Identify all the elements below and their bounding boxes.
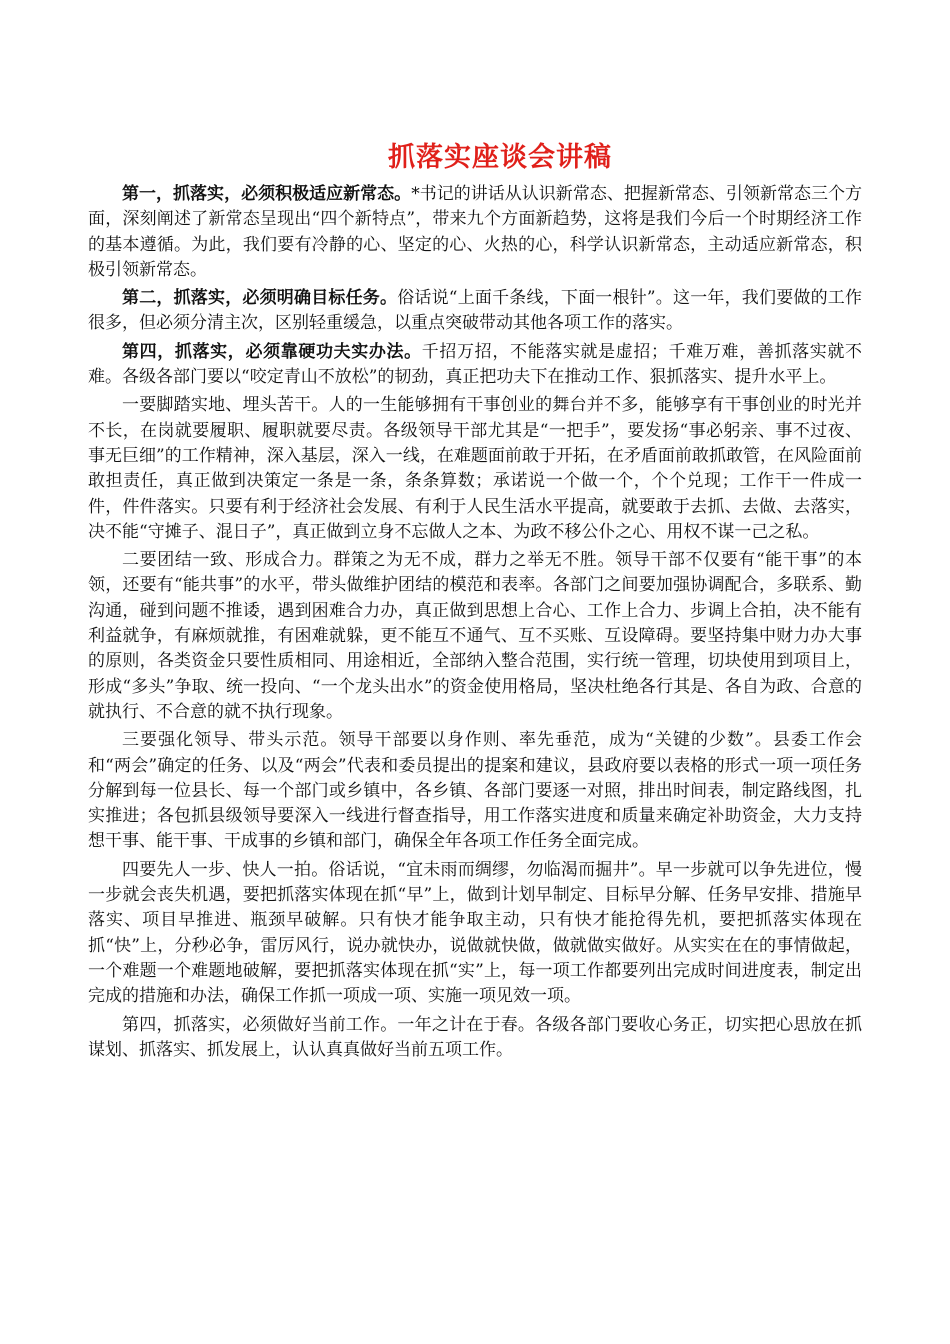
paragraph-6: [88, 728, 862, 854]
paragraph-text: 俗话说“上面千条线，下面一根针”。这一年，我们要做的工作很多，但必须分清主次，区别轻重缓急，以重点突破带动其他各项工作的落实。: [88, 288, 862, 334]
paragraph-lead: 第四，抓落实，必须靠硬功夫实办法。: [122, 341, 422, 362]
paragraph-text: 三要强化领导、带头示范。领导干部要以身作则、率先垂范，成为“关键的少数”。县委工作会和“两会”确定的任务、以及“两会”代表和委员提出的提案和建议，县政府要以表格的形式一项一项任务分解到每一位县长、每一个部门或乡镇中，各乡镇、各部门要逐一对照，排出时间表，制定路线图，扎实推进；各包抓县级领导要深入一线进行督查指导，用工作落实进度和质量来确定补助资金，大力支持想干事、能干事、干成事的乡镇和部门，确保全年各项工作任务全面完成。: [88, 730, 862, 852]
paragraph-text: 四要先人一步、快人一拍。俗话说，“宜未雨而绸缪，勿临渴而掘井”。早一步就可以争先进位，慢一步就会丧失机遇，要把抓落实体现在抓“早”上，做到计划早制定、目标早分解、任务早安排、措施早落实、项目早推进、瓶颈早破解。只有快才能争取主动，只有快才能抢得先机，要把抓落实体现在抓“快”上，分秒必争，雷厉风行，说办就快办，说做就快做，做就做实做好。从实实在在的事情做起，一个难题一个难题地破解，要把抓落实体现在抓“实”上，每一项工作都要列出完成时间进度表，制定出完成的措施和办法，确保工作抓一项成一项、实施一项见效一项。: [88, 859, 862, 1007]
paragraph-2: [88, 286, 862, 337]
paragraph-text: *书记的讲话从认识新常态、把握新常态、引领新常态三个方面，深刻阐述了新常态呈现出“四个新特点”，带来九个方面新趋势，这将是我们今后一个时期经济工作的基本遵循。为此，我们要有冷静的心、坚定的心、火热的心，科学认识新常态，主动适应新常态，积极引领新常态。: [88, 184, 863, 280]
paragraph-text: 第四，抓落实，必须做好当前工作。一年之计在于春。各级各部门要收心务正，切实把心思放在抓谋划、抓落实、抓发展上，认认真真做好当前五项工作。: [88, 1014, 862, 1060]
paragraph-text: 一要脚踏实地、埋头苦干。人的一生能够拥有干事创业的舞台并不多，能够享有干事创业的时光并不长，在岗就要履职、履职就要尽责。各级领导干部尤其是“一把手”，要发扬“事必躬亲、事不过夜、事无巨细”的工作精神，深入基层，深入一线，在难题面前敢于开拓，在矛盾面前敢抓敢管，在风险面前敢担责任，真正做到决策定一条是一条，条条算数；承诺说一个做一个，个个兑现；工作干一件成一件，件件落实。只要有利于经济社会发展、有利于人民生活水平提高，就要敢于去抓、去做、去落实，决不能“守摊子、混日子”，真正做到立身不忘做人之本、为政不移公仆之心、用权不谋一己之私。: [88, 395, 862, 542]
paragraph-7: [88, 858, 862, 1010]
paragraph-5: [88, 548, 862, 725]
paragraph-8: [88, 1013, 862, 1064]
paragraph-lead: 第一，抓落实，必须积极适应新常态。: [122, 184, 412, 204]
document-body: [88, 182, 862, 1066]
paragraph-3: [88, 340, 862, 391]
document-title: 抓落实座谈会讲稿: [388, 142, 612, 173]
paragraph-4: [88, 393, 862, 545]
paragraph-1: [88, 182, 862, 283]
paragraph-lead: 第二，抓落实，必须明确目标任务。: [122, 288, 398, 309]
paragraph-text: 二要团结一致、形成合力。群策之为无不成，群力之举无不胜。领导干部不仅要有“能干事”的本领，还要有“能共事”的水平，带头做维护团结的模范和表率。各部门之间要加强协调配合，多联系、勤沟通，碰到问题不推诿，遇到困难合力办，真正做到思想上合心、工作上合力、步调上合拍，决不能有利益就争，有麻烦就推，有困难就躲，更不能互不通气、互不买账、互设障碍。要坚持集中财力办大事的原则，各类资金只要性质相同、用途相近，全部纳入整合范围，实行统一管理，切块使用到项目上，形成“多头”争取、统一投向、“一个龙头出水”的资金使用格局，坚决杜绝各行其是、各自为政、合意的就执行、不合意的就不执行现象。: [88, 550, 862, 722]
paragraph-text: 千招万招，不能落实就是虚招；千难万难，善抓落实就不难。各级各部门要以“咬定青山不放松”的韧劲，真正把功夫下在推动工作、狠抓落实、提升水平上。: [88, 341, 862, 388]
